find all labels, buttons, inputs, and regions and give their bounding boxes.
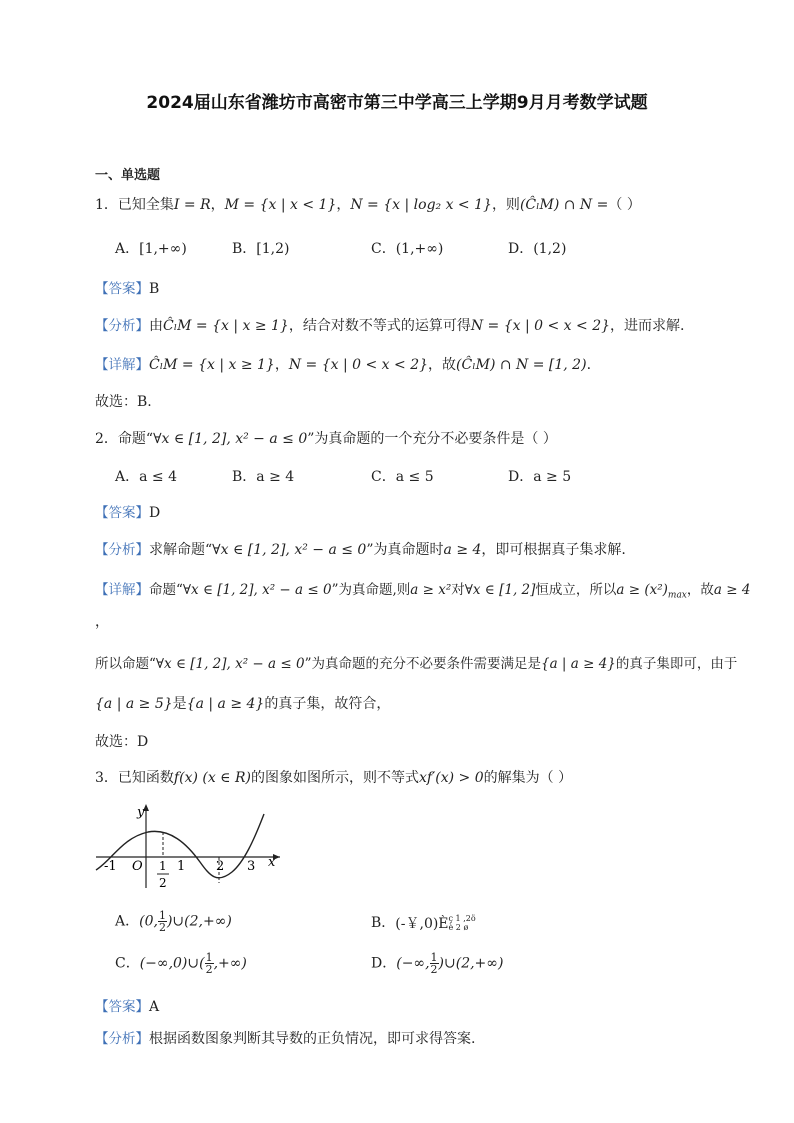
tick-label-neg1: -1 bbox=[104, 859, 117, 874]
q3-answer bbox=[95, 995, 159, 1015]
tick-label-half-den: 2 bbox=[159, 876, 167, 890]
q3-math-inequality: xf′(x) > 0 bbox=[419, 770, 484, 786]
x-axis-label: x bbox=[268, 855, 276, 870]
q3-option-d-fraction bbox=[430, 952, 439, 975]
answer-tag: 【答案】 bbox=[95, 999, 149, 1015]
fraction-denominator: 2 bbox=[158, 921, 166, 934]
q2-detail-text-c: 对 bbox=[451, 582, 465, 598]
fraction-numerator: 1 bbox=[430, 951, 438, 964]
q2-math-proposition: ∀x ∈ [1, 2], x² − a ≤ 0 bbox=[153, 431, 308, 447]
q1-conclusion: 故选：B. bbox=[95, 394, 152, 410]
q1-analysis-math-b: N = {x | 0 < x < 2} bbox=[470, 318, 611, 334]
q2-line2-text-b: ”为真命题的充分不必要条件需要满足是 bbox=[304, 656, 541, 672]
q1-math-expression: (ĈₗM) ∩ N = bbox=[519, 197, 609, 213]
q1-detail-math-a: ĈₗM = {x | x ≥ 1} bbox=[149, 357, 275, 373]
q3-option-b-label: B． bbox=[371, 915, 396, 931]
q2-line3-text-b: 的真子集，故符合， bbox=[264, 696, 391, 712]
q1-stem bbox=[95, 194, 641, 214]
q3-option-b-part2: ç 1 ,2ö bbox=[448, 914, 476, 923]
q1-stem-text-e: （ ） bbox=[608, 197, 641, 213]
y-axis-label: y bbox=[137, 805, 145, 820]
q3-option-c-part1: (−∞,0)∪( bbox=[139, 955, 205, 972]
q2-analysis-text-c: ，即可根据真子集求解. bbox=[481, 542, 626, 558]
q2-analysis bbox=[95, 538, 626, 559]
q1-detail-math-b: N = {x | 0 < x < 2} bbox=[288, 357, 429, 373]
q2-answer bbox=[95, 501, 160, 521]
q3-option-c[interactable] bbox=[115, 952, 247, 975]
q2-line3-text-a: 是 bbox=[172, 696, 187, 712]
q2-analysis-math-b: a ≥ 4 bbox=[443, 542, 482, 558]
q2-conclusion: 故选：D bbox=[95, 734, 149, 750]
q3-answer-value: A bbox=[149, 999, 160, 1015]
q3-stem-text-c: 的解集为（ ） bbox=[483, 770, 573, 786]
q2-detail-line3 bbox=[95, 693, 390, 713]
q1-answer bbox=[95, 277, 159, 297]
q3-option-b-part1: (-￥,0)È bbox=[395, 916, 449, 932]
q2-detail-comma: ， bbox=[95, 614, 109, 630]
q3-option-b-part3: è 2 ø bbox=[448, 923, 469, 932]
q1-analysis-math-a: ĈₗM = {x | x ≥ 1} bbox=[163, 318, 289, 334]
q2-detail-math-c: ∀x ∈ [1, 2] bbox=[464, 582, 536, 598]
q2-analysis-text-a: 求解命题“ bbox=[149, 542, 213, 558]
tick-label-half-num: 1 bbox=[159, 859, 167, 873]
q3-option-a-fraction bbox=[158, 910, 167, 933]
q2-detail-subscript: max bbox=[667, 590, 687, 601]
q2-option-d[interactable]: D．a ≥ 5 bbox=[508, 469, 572, 485]
q1-option-b[interactable]: B．[1,2) bbox=[232, 241, 290, 257]
q1-stem-text-a: 1．已知全集 bbox=[95, 197, 174, 213]
q2-stem bbox=[95, 428, 557, 448]
q3-option-c-fraction bbox=[205, 952, 214, 975]
q1-detail-text-a: ， bbox=[274, 357, 289, 373]
q1-analysis-text-a: 由 bbox=[149, 318, 163, 334]
q1-math-universal-set: I = R bbox=[173, 197, 211, 213]
q2-detail-math-b: a ≥ x² bbox=[410, 582, 452, 598]
tick-label-2: 2 bbox=[216, 859, 225, 874]
q2-answer-value: D bbox=[149, 505, 161, 521]
page-title: 2024届山东省潍坊市高密市第三中学高三上学期9月月考数学试题 bbox=[146, 93, 648, 113]
q2-line3-math-a: {a | a ≥ 5} bbox=[95, 696, 173, 712]
q3-stem-text-a: 3．已知函数 bbox=[95, 770, 174, 786]
q2-option-c[interactable]: C．a ≤ 5 bbox=[371, 469, 434, 485]
answer-tag: 【答案】 bbox=[95, 281, 149, 297]
q2-detail-text-b: ”为真命题,则 bbox=[331, 582, 411, 598]
q1-detail-math-c: (ĈₗM) ∩ N = [1, 2) bbox=[456, 357, 587, 373]
q2-line2-text-a: 所以命题“ bbox=[95, 656, 156, 672]
q1-stem-text-d: ，则 bbox=[491, 197, 520, 213]
q2-detail-math-d: a ≥ (x²) bbox=[616, 582, 668, 598]
q1-detail bbox=[95, 353, 591, 374]
fraction-numerator: 1 bbox=[205, 951, 213, 964]
q2-detail-line2 bbox=[95, 652, 737, 672]
q1-detail-text-b: ，故 bbox=[428, 357, 457, 373]
q2-line2-text-c: 的真子集即可，由于 bbox=[615, 656, 738, 672]
tick-label-3: 3 bbox=[247, 859, 256, 874]
q1-stem-text-b: ， bbox=[210, 197, 225, 213]
q2-detail-text-d: 恒成立，所以 bbox=[535, 582, 617, 598]
origin-label: O bbox=[132, 859, 143, 874]
q3-option-d-label: D． bbox=[371, 955, 397, 972]
q3-option-a-part1: (0, bbox=[139, 913, 158, 930]
q2-detail-text-e: ，故 bbox=[686, 582, 714, 598]
q2-line2-math-b: {a | a ≥ 4} bbox=[540, 656, 616, 672]
q1-stem-text-c: ， bbox=[336, 197, 351, 213]
q2-detail-math-e: a ≥ 4 bbox=[713, 582, 751, 598]
q2-option-b[interactable]: B．a ≥ 4 bbox=[232, 469, 295, 485]
q3-math-function: f(x) (x ∈ R) bbox=[173, 770, 251, 786]
q3-option-a-part2: )∪(2,+∞) bbox=[166, 913, 232, 930]
q3-stem bbox=[95, 767, 572, 787]
q3-option-d-part2: )∪(2,+∞) bbox=[438, 955, 504, 972]
q1-analysis-text-b: ，结合对数不等式的运算可得 bbox=[288, 318, 471, 334]
q3-function-graph bbox=[92, 800, 292, 895]
q3-option-d[interactable] bbox=[371, 952, 503, 975]
q3-option-c-part2: ,+∞) bbox=[213, 955, 247, 972]
q2-stem-text-a: 2．命题“ bbox=[95, 431, 154, 447]
q3-option-c-label: C． bbox=[115, 955, 140, 972]
q3-option-b-garbled-stack bbox=[449, 914, 476, 932]
q2-option-a[interactable]: A．a ≤ 4 bbox=[115, 469, 177, 485]
fraction-denominator: 2 bbox=[430, 963, 438, 976]
q3-option-d-part1: (−∞, bbox=[396, 955, 430, 972]
section-heading: 一、单选题 bbox=[95, 168, 161, 183]
q3-option-a[interactable] bbox=[115, 910, 232, 933]
q2-analysis-text-b: ”为真命题时 bbox=[366, 542, 444, 558]
tick-label-1: 1 bbox=[177, 859, 186, 874]
q1-detail-text-c: . bbox=[586, 357, 592, 373]
q2-detail-text-a: 命题“ bbox=[149, 582, 183, 598]
analysis-tag: 【分析】 bbox=[95, 318, 149, 334]
detail-tag: 【详解】 bbox=[95, 582, 149, 598]
q1-option-a[interactable]: A．[1,+∞) bbox=[115, 241, 187, 257]
q3-option-a-label: A． bbox=[115, 913, 140, 930]
q1-analysis-text-c: ，进而求解. bbox=[610, 318, 685, 334]
q2-line3-math-b: {a | a ≥ 4} bbox=[186, 696, 265, 712]
analysis-tag: 【分析】 bbox=[95, 542, 149, 558]
q2-line2-math-a: ∀x ∈ [1, 2], x² − a ≤ 0 bbox=[155, 656, 305, 672]
analysis-tag: 【分析】 bbox=[95, 1031, 149, 1047]
fraction-numerator: 1 bbox=[158, 909, 166, 922]
q2-stem-text-b: ”为真命题的一个充分不必要条件是（ ） bbox=[307, 431, 557, 447]
q1-math-set-n: N = {x | log₂ x < 1} bbox=[350, 197, 492, 213]
q3-stem-text-b: 的图象如图所示，则不等式 bbox=[251, 770, 419, 786]
answer-tag: 【答案】 bbox=[95, 505, 149, 521]
q2-detail bbox=[95, 578, 750, 601]
q1-math-set-m: M = {x | x < 1} bbox=[224, 197, 337, 213]
q1-option-d[interactable]: D．(1,2) bbox=[508, 241, 567, 257]
q1-analysis bbox=[95, 314, 684, 335]
q2-analysis-math-a: ∀x ∈ [1, 2], x² − a ≤ 0 bbox=[212, 542, 367, 558]
q1-answer-value: B bbox=[149, 281, 160, 297]
q3-analysis bbox=[95, 1027, 475, 1048]
q3-analysis-text: 根据函数图象判断其导数的正负情况，即可求得答案. bbox=[149, 1031, 476, 1047]
q2-detail-math-a: ∀x ∈ [1, 2], x² − a ≤ 0 bbox=[182, 582, 332, 598]
q1-option-c[interactable]: C．(1,+∞) bbox=[371, 241, 444, 257]
detail-tag: 【详解】 bbox=[95, 357, 149, 373]
fraction-denominator: 2 bbox=[205, 963, 213, 976]
q3-option-b[interactable] bbox=[371, 912, 476, 933]
